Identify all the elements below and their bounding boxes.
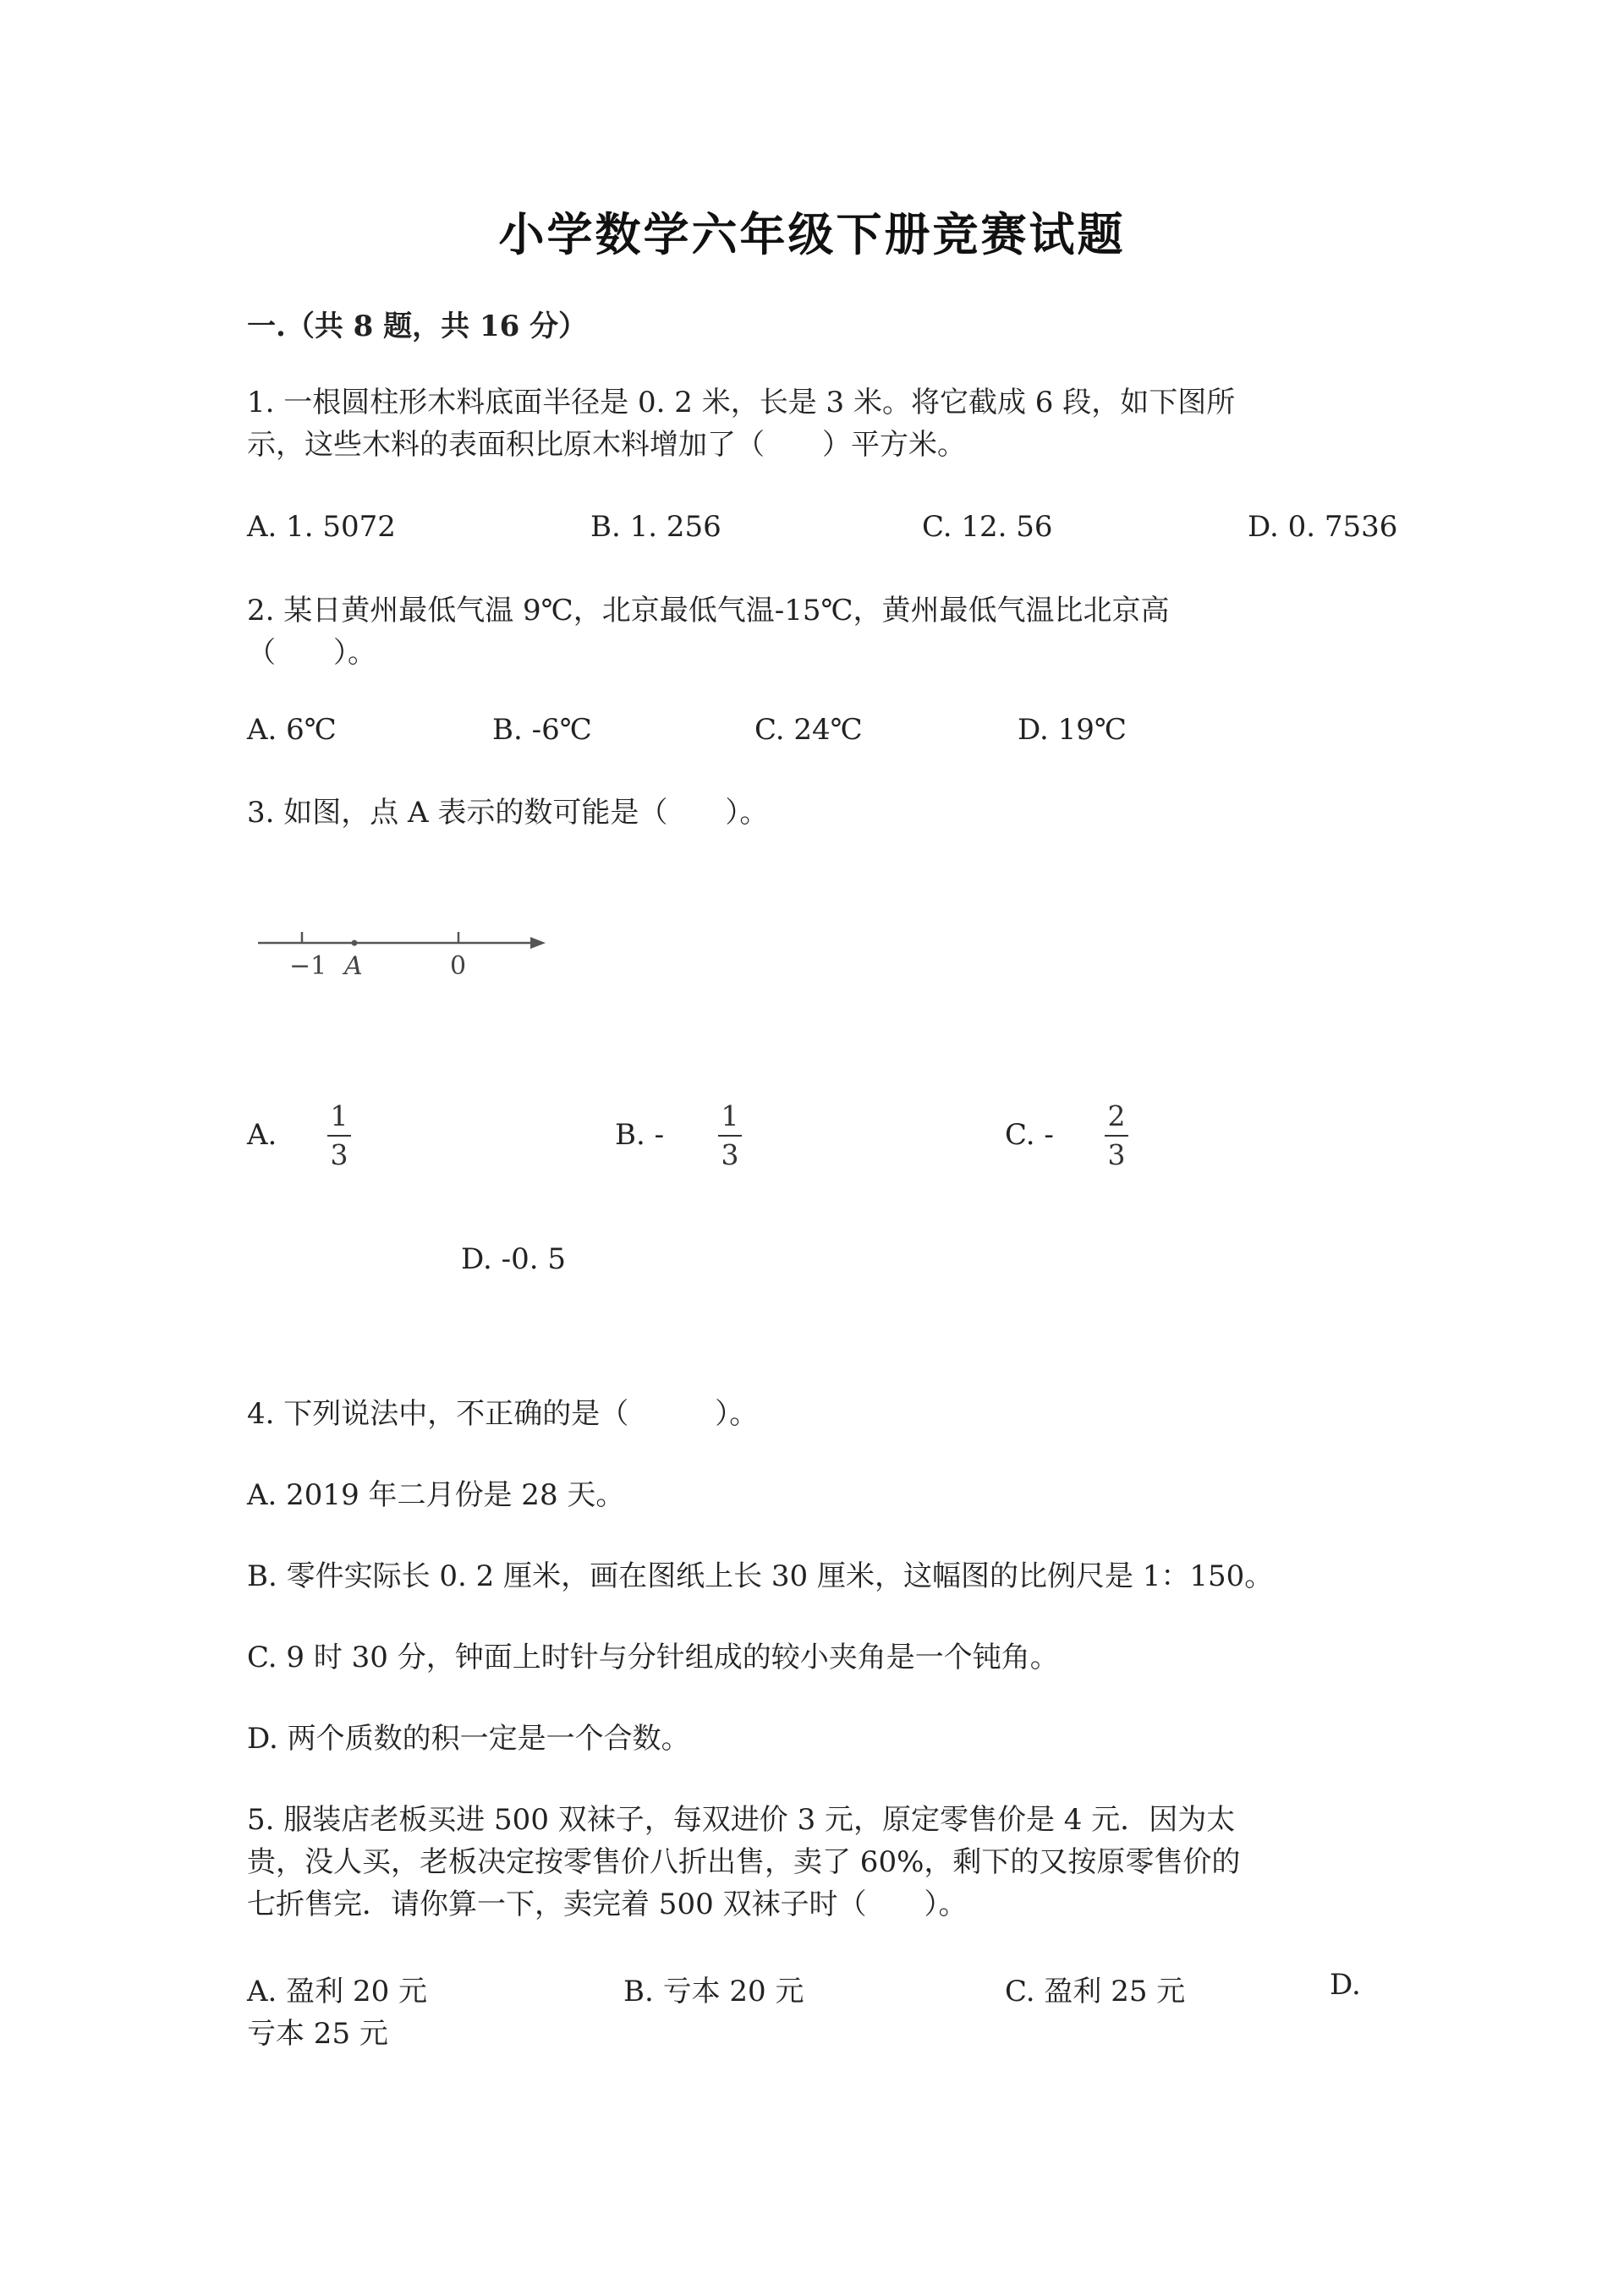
- question-3-option-c-fraction: [1105, 1099, 1128, 1172]
- question-1-option-d: D. 0. 7536: [1248, 510, 1398, 544]
- tick-label-zero: 0: [450, 951, 467, 981]
- fraction-denominator: 3: [330, 1138, 348, 1171]
- question-5-option-c: C. 盈利 25 元: [1005, 1975, 1186, 2008]
- point-a-marker: [352, 940, 358, 946]
- tick-label-minus-one: −1: [289, 951, 327, 981]
- question-4-option-d: D. 两个质数的积一定是一个合数。: [247, 1722, 690, 1756]
- question-4-line-1: 4. 下列说法中，不正确的是（ ）。: [247, 1397, 759, 1431]
- question-1-option-b: B. 1. 256: [590, 510, 721, 544]
- question-3-option-b-label: B. -: [615, 1118, 665, 1152]
- page-title: 小学数学六年级下册竞赛试题: [498, 207, 1126, 261]
- fraction-numerator: 1: [330, 1099, 348, 1132]
- number-line-figure: [254, 913, 558, 981]
- question-3-option-a-fraction: [327, 1099, 351, 1172]
- question-3-option-d: D. -0. 5: [461, 1242, 567, 1276]
- fraction-denominator: 3: [1107, 1138, 1126, 1171]
- question-3-option-a-label: A.: [247, 1118, 277, 1152]
- fraction-bar: [327, 1135, 351, 1137]
- fraction-bar: [718, 1135, 742, 1137]
- question-1-line-2: 示，这些木料的表面积比原木料增加了（ ）平方米。: [247, 428, 966, 462]
- question-5-option-d-continued: 亏本 25 元: [247, 2017, 388, 2051]
- question-2-option-a: A. 6℃: [247, 713, 337, 747]
- question-2-option-c: C. 24℃: [754, 713, 863, 747]
- question-2-line-1: 2. 某日黄州最低气温 9℃，北京最低气温-15℃，黄州最低气温比北京高: [247, 594, 1170, 627]
- fraction-denominator: 3: [721, 1138, 739, 1171]
- section-heading: 一.（共 8 题，共 16 分）: [247, 310, 588, 343]
- question-2-line-2: （ ）。: [247, 636, 376, 670]
- question-1-option-a: A. 1. 5072: [247, 510, 396, 544]
- question-2-option-d: D. 19℃: [1018, 713, 1127, 747]
- question-5-line-3: 七折售完．请你算一下，卖完着 500 双袜子时（ ）。: [247, 1888, 968, 1921]
- number-line-arrow: [530, 937, 546, 949]
- question-4-option-a: A. 2019 年二月份是 28 天。: [247, 1478, 625, 1512]
- question-2-option-b: B. -6℃: [492, 713, 592, 747]
- question-5-line-1: 5. 服装店老板买进 500 双袜子，每双进价 3 元，原定零售价是 4 元．因为太: [247, 1803, 1236, 1837]
- point-a-label: A: [344, 951, 363, 981]
- question-5-option-d: D.: [1330, 1968, 1361, 2002]
- question-3-option-c-label: C. -: [1005, 1118, 1054, 1152]
- question-5-line-2: 贵，没人买，老板决定按零售价八折出售，卖了 60%，剩下的又按原零售价的: [247, 1845, 1241, 1879]
- question-3-option-b-fraction: [718, 1099, 742, 1172]
- question-1-line-1: 1. 一根圆柱形木料底面半径是 0. 2 米，长是 3 米。将它截成 6 段，如下图所: [247, 386, 1236, 419]
- fraction-bar: [1105, 1135, 1128, 1137]
- question-4-option-c: C. 9 时 30 分，钟面上时针与分针组成的较小夹角是一个钝角。: [247, 1641, 1059, 1674]
- fraction-numerator: 1: [721, 1099, 739, 1132]
- question-5-option-a: A. 盈利 20 元: [247, 1975, 428, 2008]
- question-5-option-b: B. 亏本 20 元: [623, 1975, 804, 2008]
- question-4-option-b: B. 零件实际长 0. 2 厘米，画在图纸上长 30 厘米，这幅图的比例尺是 1：150。: [247, 1559, 1274, 1593]
- question-1-option-c: C. 12. 56: [922, 510, 1053, 544]
- question-3-line-1: 3. 如图，点 A 表示的数可能是（ ）。: [247, 796, 769, 830]
- fraction-numerator: 2: [1107, 1099, 1126, 1132]
